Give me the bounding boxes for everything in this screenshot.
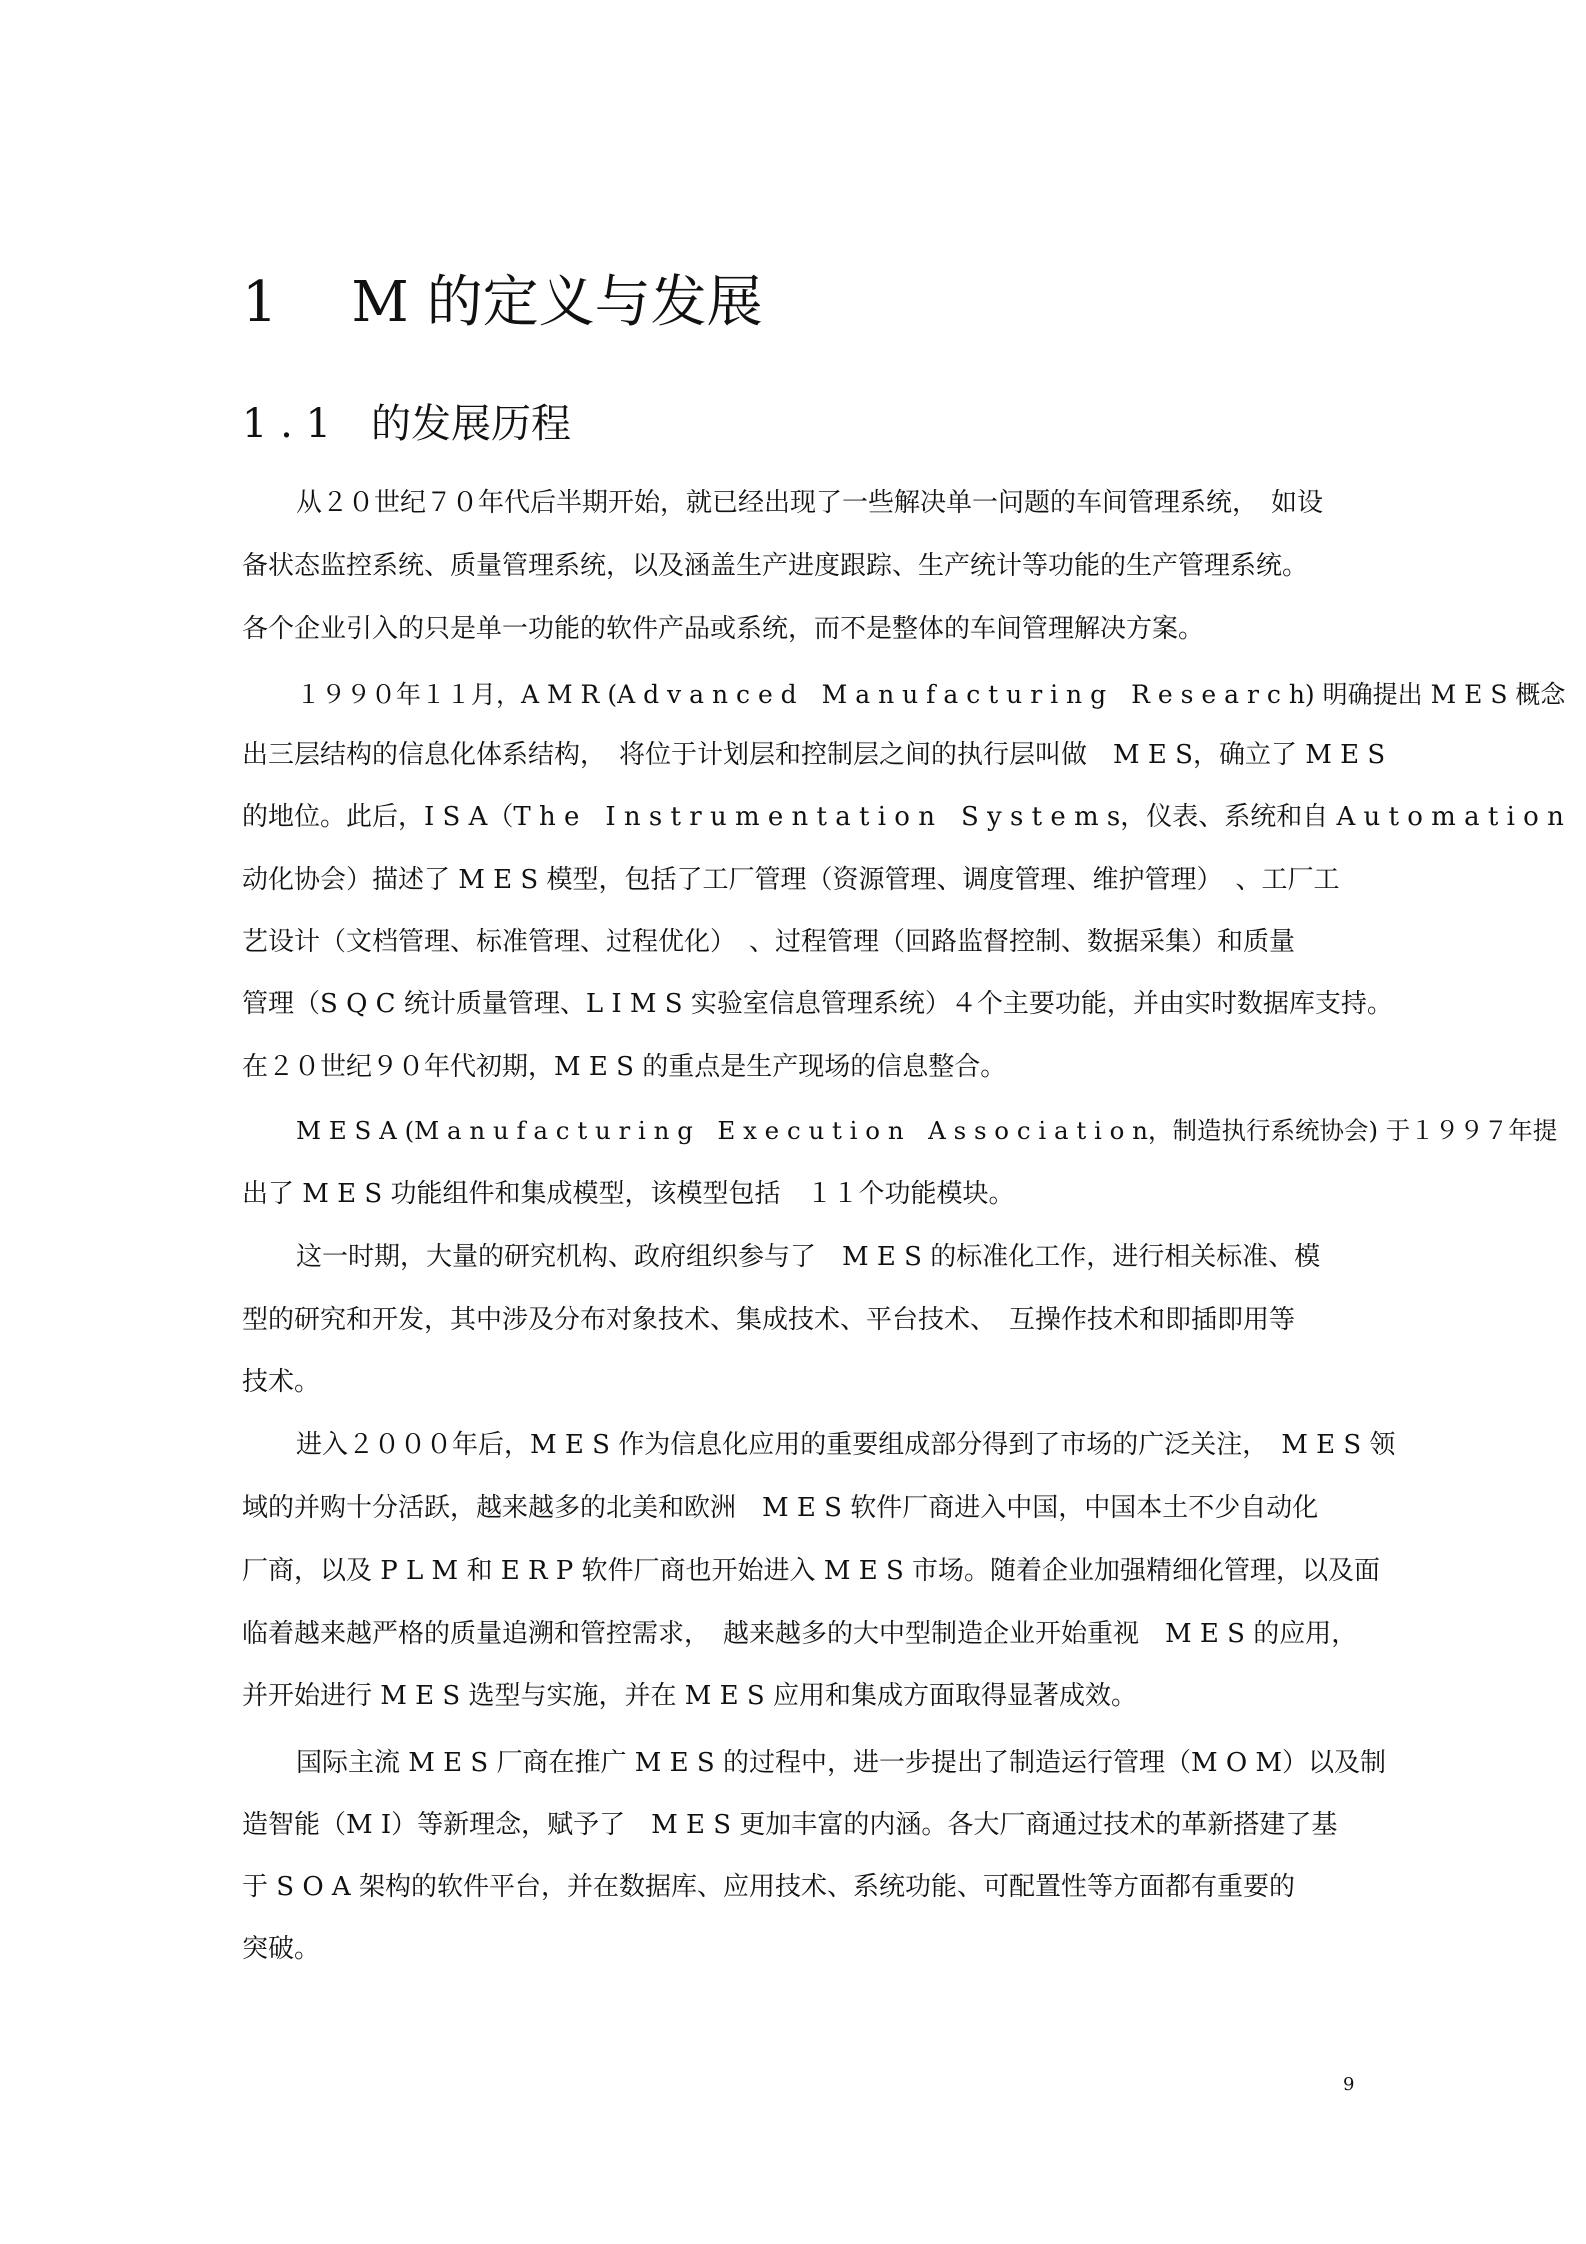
text-line: M E S A (M a n u f a c t u r i n g E x e c u t i o n A s s o c i a t i o n，制造执行系统协会) 于１９９７年提 — [296, 1116, 1558, 1145]
text-line: 厂商，以及 P L M 和 E R P 软件厂商也开始进入 M E S 市场。随着企业加强精细化管理，以及面 — [242, 1556, 1381, 1586]
text-line: 的地位。此后，I S A（T h e I n s t r u m e n t a t i o n S y s t e m s，仪表、系统和自 A u t o m a t i o n — [242, 802, 1564, 832]
chapter-heading: 1 M 的定义与发展 — [242, 270, 763, 335]
page-number: 9 — [1343, 2074, 1355, 2095]
text-line: 出了 M E S 功能组件和集成模型，该模型包括 １１个功能模块。 — [242, 1179, 1015, 1209]
text-line: 临着越来越严格的质量追溯和管控需求， 越来越多的大中型制造企业开始重视 M E S 的应用， — [242, 1619, 1358, 1649]
text-line: 突破。 — [242, 1934, 321, 1964]
text-line: 管理（S Q C 统计质量管理、L I M S 实验室信息管理系统）４个主要功能，并由实时数据库支持。 — [242, 989, 1393, 1019]
text-line: 并开始进行 M E S 选型与实施，并在 M E S 应用和集成方面取得显著成效。 — [242, 1681, 1137, 1711]
text-line: 型的研究和开发，其中涉及分布对象技术、集成技术、平台技术、 互操作技术和即插即用等 — [242, 1305, 1296, 1335]
text-line: 在２０世纪９０年代初期，M E S 的重点是生产现场的信息整合。 — [242, 1052, 1007, 1082]
text-line: 域的并购十分活跃，越来越多的北美和欧洲 M E S 软件厂商进入中国，中国本土不少自动化 — [242, 1493, 1319, 1523]
text-line: 出三层结构的信息化体系结构， 将位于计划层和控制层之间的执行层叫做 M E S，确立了 M E S — [242, 740, 1386, 770]
text-line: 技术。 — [242, 1367, 321, 1397]
text-line: 进入２０００年后，M E S 作为信息化应用的重要组成部分得到了市场的广泛关注， M E S 领 — [296, 1430, 1396, 1460]
text-line: 从２０世纪７０年代后半期开始，就已经出现了一些解决单一问题的车间管理系统， 如设 — [296, 488, 1324, 518]
text-line: １９９０年１１月，A M R (A d v a n c e d M a n u f a c t u r i n g R e s e a r c h) 明确提出 M E S 概念 — [296, 680, 1566, 709]
text-line: 这一时期，大量的研究机构、政府组织参与了 M E S 的标准化工作，进行相关标准、模 — [296, 1242, 1321, 1272]
text-line: 国际主流 M E S 厂商在推广 M E S 的过程中，进一步提出了制造运行管理（M O M）以及制 — [296, 1748, 1387, 1778]
text-line: 备状态监控系统、质量管理系统，以及涵盖生产进度跟踪、生产统计等功能的生产管理系统。 — [242, 551, 1309, 581]
text-line: 于 S O A 架构的软件平台，并在数据库、应用技术、系统功能、可配置性等方面都有重要的 — [242, 1872, 1295, 1902]
text-line: 各个企业引入的只是单一功能的软件产品或系统，而不是整体的车间管理解决方案。 — [242, 614, 1205, 644]
text-line: 造智能（M I）等新理念，赋予了 M E S 更加丰富的内涵。各大厂商通过技术的革新搭建了基 — [242, 1810, 1338, 1840]
text-line: 动化协会）描述了 M E S 模型，包括了工厂管理（资源管理、调度管理、维护管理） 、工厂工 — [242, 865, 1340, 895]
section-heading: 1 . 1 的发展历程 — [242, 401, 572, 447]
text-line: 艺设计（文档管理、标准管理、过程优化） 、过程管理（回路监督控制、数据采集）和质量 — [242, 927, 1296, 957]
